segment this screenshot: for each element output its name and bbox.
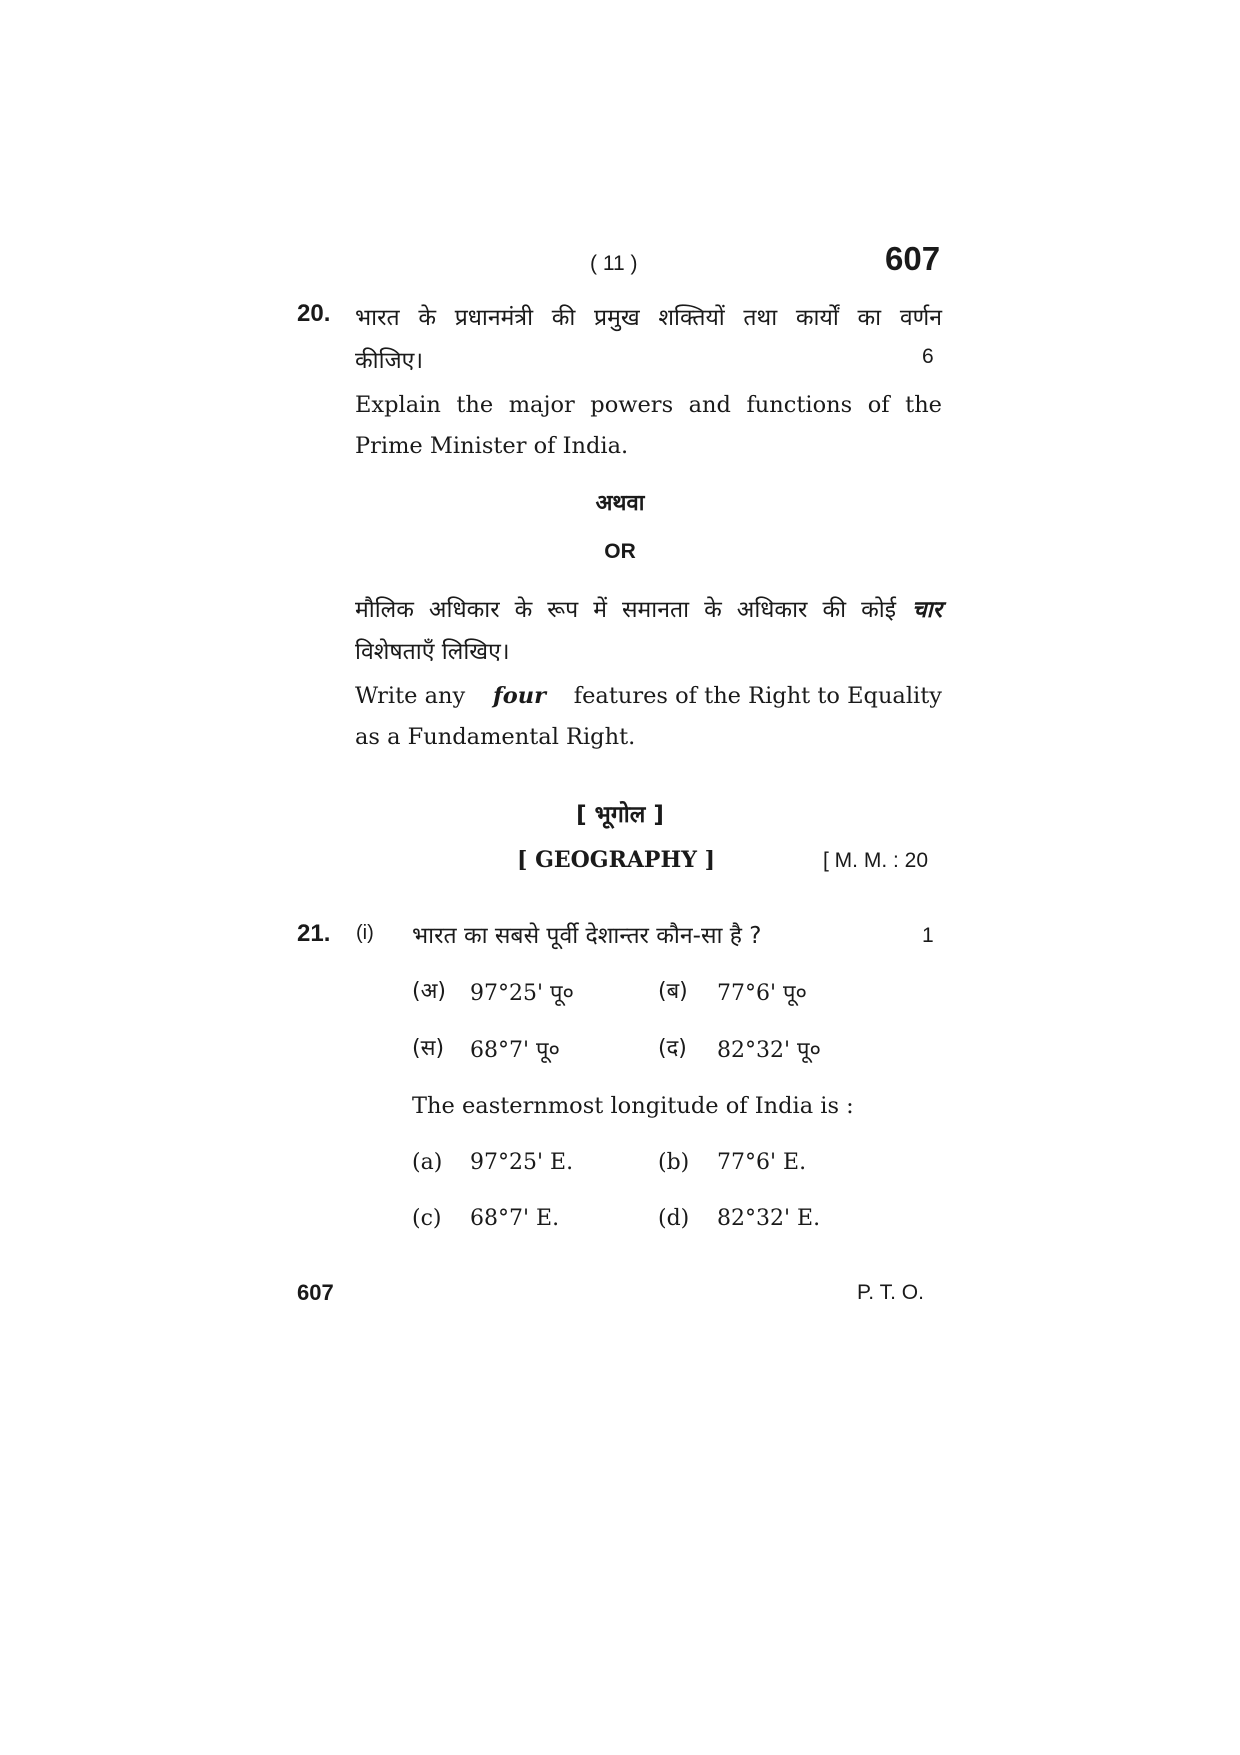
question-20-number: 20.: [297, 300, 331, 327]
footer-pto: P. T. O.: [857, 1281, 924, 1304]
or-hindi: अथवा: [595, 491, 645, 516]
question-21-subpart: (i): [356, 922, 374, 944]
footer-paper-code: 607: [297, 1280, 334, 1305]
option-d-english-value: 82°32' E.: [717, 1206, 821, 1231]
question-20-alt-english-before: Write any: [355, 683, 466, 709]
page-number: ( 11 ): [590, 252, 638, 275]
question-20-english-line-2: Prime Minister of India.: [355, 433, 629, 459]
option-d-hindi-value: 82°32' पू०: [717, 1038, 821, 1063]
question-21-english-text: The easternmost longitude of India is :: [412, 1093, 854, 1119]
option-c-english-value: 68°7' E.: [470, 1206, 560, 1231]
option-c-hindi-value: 68°7' पू०: [470, 1038, 560, 1063]
section-title-english: [ GEOGRAPHY ]: [517, 847, 716, 873]
or-english: OR: [604, 540, 636, 563]
option-a-english-label: (a): [412, 1150, 443, 1175]
question-20-alt-english-line-2: as a Fundamental Right.: [355, 724, 636, 750]
question-20-hindi-line-2: कीजिए।: [355, 348, 424, 374]
question-20-hindi-text: [355, 300, 942, 332]
section-max-marks: [ M. M. : 20: [823, 849, 929, 872]
question-20-english-text: [355, 392, 942, 418]
option-b-english-value: 77°6' E.: [717, 1150, 807, 1175]
question-20-alt-hindi-line-2: विशेषताएँ लिखिए।: [355, 639, 510, 665]
option-b-hindi-label: (ब): [658, 979, 688, 1004]
option-a-hindi-label: (अ): [412, 979, 446, 1004]
question-21-hindi-text: भारत का सबसे पूर्वी देशान्तर कौन-सा है ?: [412, 923, 762, 949]
question-21-marks: 1: [922, 924, 934, 947]
option-b-english-label: (b): [658, 1150, 690, 1175]
option-c-english-label: (c): [412, 1206, 442, 1231]
question-20-hindi-line-1: भारत के प्रधानमंत्री की प्रमुख शक्तियों तथा कार्यों का वर्णन: [355, 305, 942, 331]
question-20-alt-english-emphasis: four: [493, 683, 546, 709]
question-20-alt-hindi-line-1: [355, 592, 942, 624]
question-20-alt-english-line-1: [355, 683, 942, 709]
section-title-hindi: [ भूगोल ]: [576, 802, 664, 828]
question-20-english-line-1: Explain the major powers and functions of the: [355, 392, 942, 418]
paper-code-header: 607: [885, 240, 941, 277]
option-c-hindi-label: (स): [412, 1036, 445, 1061]
option-a-english-value: 97°25' E.: [470, 1150, 574, 1175]
question-20-alt-hindi-emphasis: चार: [912, 597, 942, 623]
question-21-number: 21.: [297, 920, 331, 947]
question-20-marks: 6: [922, 345, 934, 368]
option-b-hindi-value: 77°6' पू०: [717, 981, 807, 1006]
question-20-alt-english-after: features of the Right to Equality: [573, 683, 942, 709]
question-20-alt-hindi-text: मौलिक अधिकार के रूप में समानता के अधिकार की कोई: [355, 597, 897, 623]
option-a-hindi-value: 97°25' पू०: [470, 981, 574, 1006]
option-d-english-label: (d): [658, 1206, 690, 1231]
option-d-hindi-label: (द): [658, 1036, 687, 1061]
